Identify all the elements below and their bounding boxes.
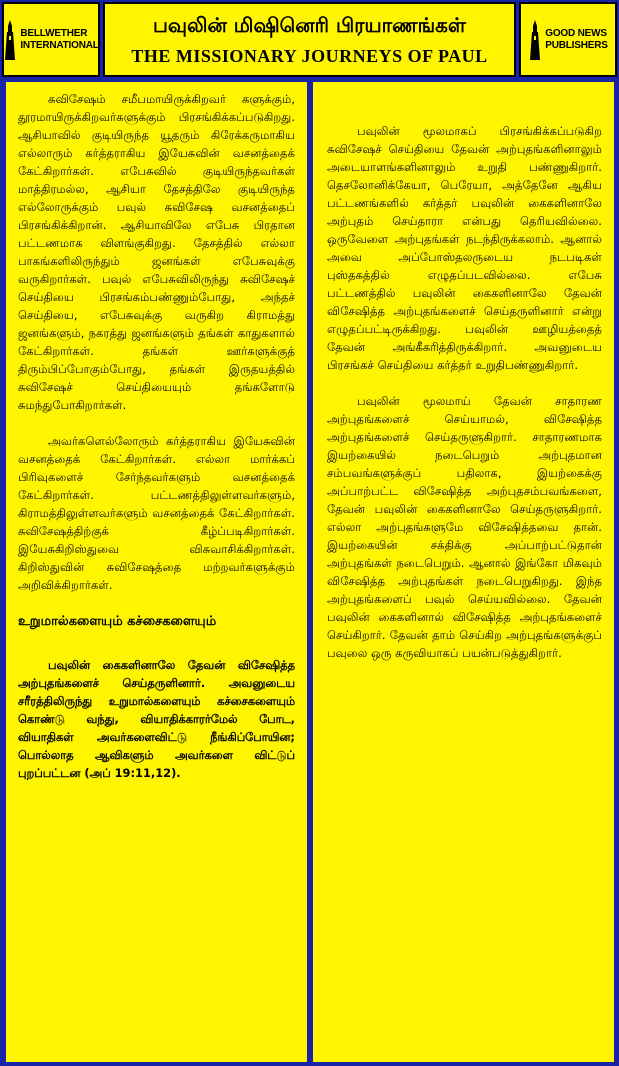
bellwether-logo	[2, 2, 100, 77]
left-paragraph-2: அவர்களெல்லோரும் கர்த்தராகிய இயேசுவின் வசனத்தைக் கேட்கிறார்கள். எல்லா மார்க்கப் பிரிவுகளைச் சேர்ந்தவர்களும் வசனத்தைக் கேட்கிறார்கள். பட்டணத்திலுள்ளவர்களும், கிராமத்திலுள்ளவர்களும் வசனத்தைக் கேட்கிறார்கள். சுவிசேஷத்திற்குக் கீழ்ப்படிகிறார்கள். இயேசுகிறிஸ்துவை விசுவாசிக்கிறார்கள். கிறிஸ்துவின் சுவிசேஷத்தை மற்றவர்களுக்கும் அறிவிக்கிறார்கள்.	[18, 434, 295, 592]
right-paragraph-2: பவுலின் மூலமாய் தேவன் சாதாரண அற்புதங்களைச் செய்யாமல், விசேஷித்த அற்புதங்களைச் செய்தருளுகிறார். சாதாரணமாக இயற்கையில் நடைபெறும் அற்புதமான சம்பவங்களுக்குப் பதிலாக, இயற்கைக்கு அப்பாற்பட்ட விசேஷித்த அற்புதசம்பவங்களை, தேவன் பவுலின் கைகளினாலே செய்தருளுகிறார். எல்லா அற்புதங்களுமே விசேஷித்தவை தான். இயற்கையின் சக்திக்கு அப்பாற்பட்டுதான் அற்புதங்கள் நடைபெறும். ஆனால் இங்கோ மிகவும் விசேஷித்த அற்புதங்கள் நடைபெறுகிறது. இந்த அற்புதங்களைப் பவுல் செய்யவில்லை. தேவன் பவுலின் கைகளினால் விசேஷித்த அற்புதங்களைச் செய்கிறார். தேவன் தாம் செய்கிற அற்புதங்களுக்குப் பவுலை ஒரு கருவியாகப் பயன்படுத்துகிறார்.	[327, 394, 602, 660]
right-paragraph-1: பவுலின் மூலமாகப் பிரசங்கிக்கப்படுகிற சுவிசேஷச் செய்தியை தேவன் அற்புதங்களினாலும் அடையாளங்களினாலும் உறுதி பண்ணுகிறார். தெசலோனிக்கேயா, பெரேயா, அத்தேனே ஆகிய பட்டணங்களில் கர்த்தர் பவுலின் கைகளினாலே அற்புதம் செய்தாரா என்பது தெரியவில்லை. ஒருவேளை அற்புதங்கள் நடந்திருக்கலாம். ஆனால் அவை அப்போஸ்தலருடைய நடபடிகள் புஸ்தகத்தில் எழுதப்படவில்லை. எபேசு பட்டணத்தில் பவுலின் கைகளினாலே தேவன் விசேஷித்த அற்புதங்களைச் செய்தருளினார் என்று எழுதப்பட்டிருக்கிறது. பவுலின் ஊழியத்தைத் தேவன் அங்கீகரித்திருக்கிறார். அவனுடைய பிரசங்கச் செய்தியை கர்த்தர் உறுதிபண்ணுகிறார்.	[327, 124, 602, 372]
tower-icon	[3, 20, 17, 60]
page-title-tamil: பவுலின் மிஷினெரி பிரயாணங்கள்	[153, 12, 466, 37]
left-logo-line1: BELLWETHER	[20, 27, 88, 39]
good-news-logo	[519, 2, 617, 77]
tower-icon	[528, 20, 542, 60]
left-logo-line2: INTERNATIONAL	[20, 39, 99, 51]
left-paragraph-1: சுவிசேஷம் சமீபமாயிருக்கிறவர் களுக்கும், தூரமாயிருக்கிறவர்களுக்கும் பிரசங்கிக்கப்படுகிறது. ஆசியாவில் குடியிருந்த யூதரும் கிரேக்கருமாகிய எல்லாரும் கர்த்தராகிய இயேசுவின் வசனத்தைக் கேட்கிறார்கள். எபேசுவில் குடியிருந்தவர்கள் மாத்திரமல்ல, ஆசியா தேசத்திலே குடியிருந்த எல்லோருக்கும் பவுல் சுவிசேஷ வசனத்தைப் பிரசங்கிக்கிறான். ஆசியாவிலே எபேசு பிரதான பட்டணமாக விளங்குகிறது. தேசத்தில் எல்லா பாகங்களிலிருந்தும் ஜனங்கள் எபேசுவுக்கு வருகிறார்கள். பவுல் எபேசுவிலிருந்து சுவிசேஷச் செய்தியை பிரசங்கம்பண்ணும்போது, அந்தச் செய்தியை, எபேசுவுக்கு வருகிற கிராமத்து ஜனங்களும், நகரத்து ஜனங்களும் தங்கள் காதுகளால் கேட்கிறார்கள். தங்கள் ஊர்களுக்குத் திரும்பிப்போகும்போது, தங்கள் இருதயத்தில் சுவிசேஷச் செய்தியையும் தங்களோடு சுமந்துபோகிறார்கள்.	[18, 92, 295, 412]
title-box	[103, 2, 516, 77]
left-column	[6, 82, 307, 1062]
header	[2, 2, 617, 77]
right-logo-line1: GOOD NEWS	[545, 27, 607, 39]
right-column	[313, 82, 614, 1062]
page-title-english: THE MISSIONARY JOURNEYS OF PAUL	[131, 45, 488, 66]
section-heading: உறுமால்களையும் கச்சைகளையும்	[18, 614, 217, 629]
right-logo-line2: PUBLISHERS	[545, 39, 608, 51]
left-paragraph-3: பவுலின் கைகளினாலே தேவன் விசேஷித்த அற்புதங்களைச் செய்தருளினார். அவனுடைய சரீரத்திலிருந்து உறுமால்களையும் கச்சைகளையும் கொண்டு வந்து, வியாதிக்காரர்மேல் போட, வியாதிகள் அவர்களைவிட்டு நீங்கிப்போயின; பொல்லாத ஆவிகளும் அவர்களை விட்டுப் புறப்பட்டன (அப் 19:11,12).	[18, 658, 295, 780]
